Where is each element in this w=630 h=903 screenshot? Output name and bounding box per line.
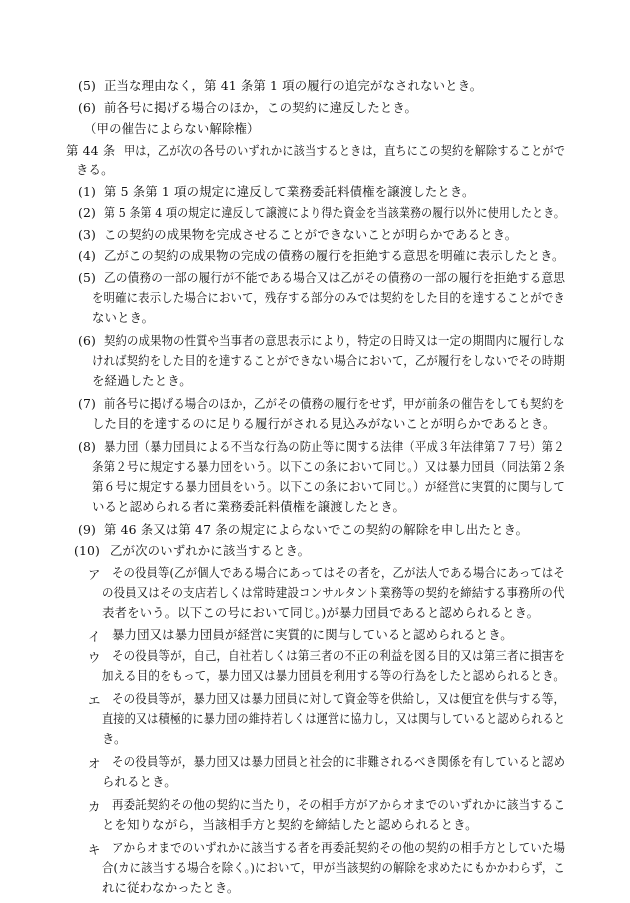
item-text: 第６号に規定する暴力団員をいう。以下この条において同じ。）が経営に実質的に関与して (92, 479, 565, 494)
item-text: を明確に表示した場合において，残存する部分のみでは契約をした目的を達することができ (92, 290, 565, 305)
item-text: 契約の成果物の性質や当事者の意思表示により，特定の日時又は一定の期間内に履行しな (104, 333, 565, 348)
item-number: (8) (78, 439, 97, 454)
item-number: (10) (74, 543, 101, 558)
item-text: 前各号に掲げる場合のほか，乙がその債務の履行をせず，甲が前条の催告をしても契約を (104, 396, 565, 411)
item-number: (5) (78, 78, 97, 93)
item-number: (9) (78, 522, 97, 537)
item-text: 乙がこの契約の成果物の完成の債務の履行を拒絶する意思を明確に表示したとき。 (104, 248, 565, 263)
item-text: 乙が次のいずれかに該当するとき。 (110, 543, 311, 558)
subitem-mark: カ (88, 799, 101, 814)
subitem-mark: イ (88, 629, 101, 644)
item-number: (7) (78, 396, 97, 411)
subitem-text: 加える目的をもって，暴力団又は暴力団員を利用する等の行為をしたと認められるとき。 (102, 668, 565, 683)
subitem-text: その役員等が，暴力団又は暴力団員に対して資金等を供給し，又は便宜を供与する等， (112, 691, 566, 706)
item-number: (2) (78, 205, 97, 220)
item-text: いると認められる者に業務委託料債権を譲渡したとき。 (92, 499, 406, 514)
item-text: した目的を達するのに足りる履行がされる見込みがないことが明らかであるとき。 (92, 416, 556, 431)
subitem-text: の役員又はその支店若しくは常時建設コンサルタント業務等の契約を締結する事務所の代 (102, 585, 565, 600)
item-text: ないとき。 (92, 310, 155, 325)
subitem-text: 再委託契約その他の契約に当たり，その相手方がアからオまでのいずれかに該当するこ (112, 797, 566, 812)
article-text: 甲は，乙が次の各号のいずれかに該当するときは，直ちにこの契約を解除することがで (124, 143, 566, 158)
item-number: (5) (78, 270, 97, 285)
item-number: (3) (78, 227, 97, 242)
article-label: 第 44 条 (66, 143, 116, 158)
subitem-text: とを知りながら，当該相手方と契約を締結したと認められるとき。 (102, 817, 478, 832)
item-number: (4) (78, 248, 97, 263)
subitem-text: き。 (102, 731, 127, 746)
item-text: 乙の債務の一部の履行が不能である場合又は乙がその債務の一部の履行を拒絶する意思 (104, 270, 566, 285)
item-text: 第 46 条又は第 47 条の規定によらないでこの契約の解除を申し出たとき。 (104, 522, 529, 537)
item-text: 第 5 条第 4 項の規定に違反して譲渡により得た資金を当該業務の履行以外に使用したとき。 (104, 205, 565, 220)
subitem-mark: オ (88, 756, 101, 771)
subitem-text: 合(カに該当する場合を除く。)において，甲が当該契約の解除を求めたにもかかわらず，こ (102, 860, 565, 875)
subitem-text: 直接的又は積極的に暴力団の維持若しくは運営に協力し，又は関与していると認められると (102, 711, 566, 726)
item-text: 第 5 条第 1 項の規定に違反して業務委託料債権を譲渡したとき。 (104, 184, 475, 199)
item-text: 暴力団（暴力団員による不当な行為の防止等に関する法律（平成３年法律第７７号）第２ (104, 439, 565, 454)
subitem-text: 表者をいう。以下この号において同じ。)が暴力団員であると認められるとき。 (102, 605, 540, 620)
item-text: 前各号に掲げる場合のほか，この契約に違反したとき。 (104, 100, 418, 115)
item-number: (6) (78, 100, 97, 115)
item-text: この契約の成果物を完成させることができないことが明らかであるとき。 (104, 227, 518, 242)
subitem-mark: ア (88, 567, 101, 582)
item-text: 条第２号に規定する暴力団をいう。以下この条において同じ。）又は暴力団員（同法第２条 (92, 459, 565, 474)
item-text: を経過したとき。 (92, 373, 192, 388)
subitem-text: その役員等が，暴力団又は暴力団員と社会的に非難されるべき関係を有していると認め (112, 754, 566, 769)
subitem-text: 暴力団又は暴力団員が経営に実質的に関与していると認められるとき。 (112, 627, 513, 642)
subitem-text: その役員等が，自己，自社若しくは第三者の不正の利益を図る目的又は第三者に損害を (112, 648, 566, 663)
section-caption: （甲の催告によらない解除権） (84, 121, 260, 136)
subitem-text: その役員等(乙が個人である場合にあってはその者を，乙が法人である場合にあってはそ (112, 565, 565, 580)
subitem-mark: エ (88, 693, 101, 708)
subitem-text: アからオまでのいずれかに該当する者を再委託契約その他の契約の相手方としていた場 (112, 840, 566, 855)
item-text: ければ契約をした目的を達することができない場合において，乙が履行をしないでその時期 (92, 353, 565, 368)
subitem-mark: ウ (88, 650, 101, 665)
subitem-text: れに従わなかったとき。 (102, 880, 240, 895)
subitem-mark: キ (88, 842, 101, 857)
item-number: (6) (78, 333, 97, 348)
item-number: (1) (78, 184, 97, 199)
item-text: 正当な理由なく，第 41 条第 1 項の履行の追完がなされないとき。 (104, 78, 483, 93)
article-text: きる。 (76, 162, 114, 177)
subitem-text: られるとき。 (102, 774, 177, 789)
